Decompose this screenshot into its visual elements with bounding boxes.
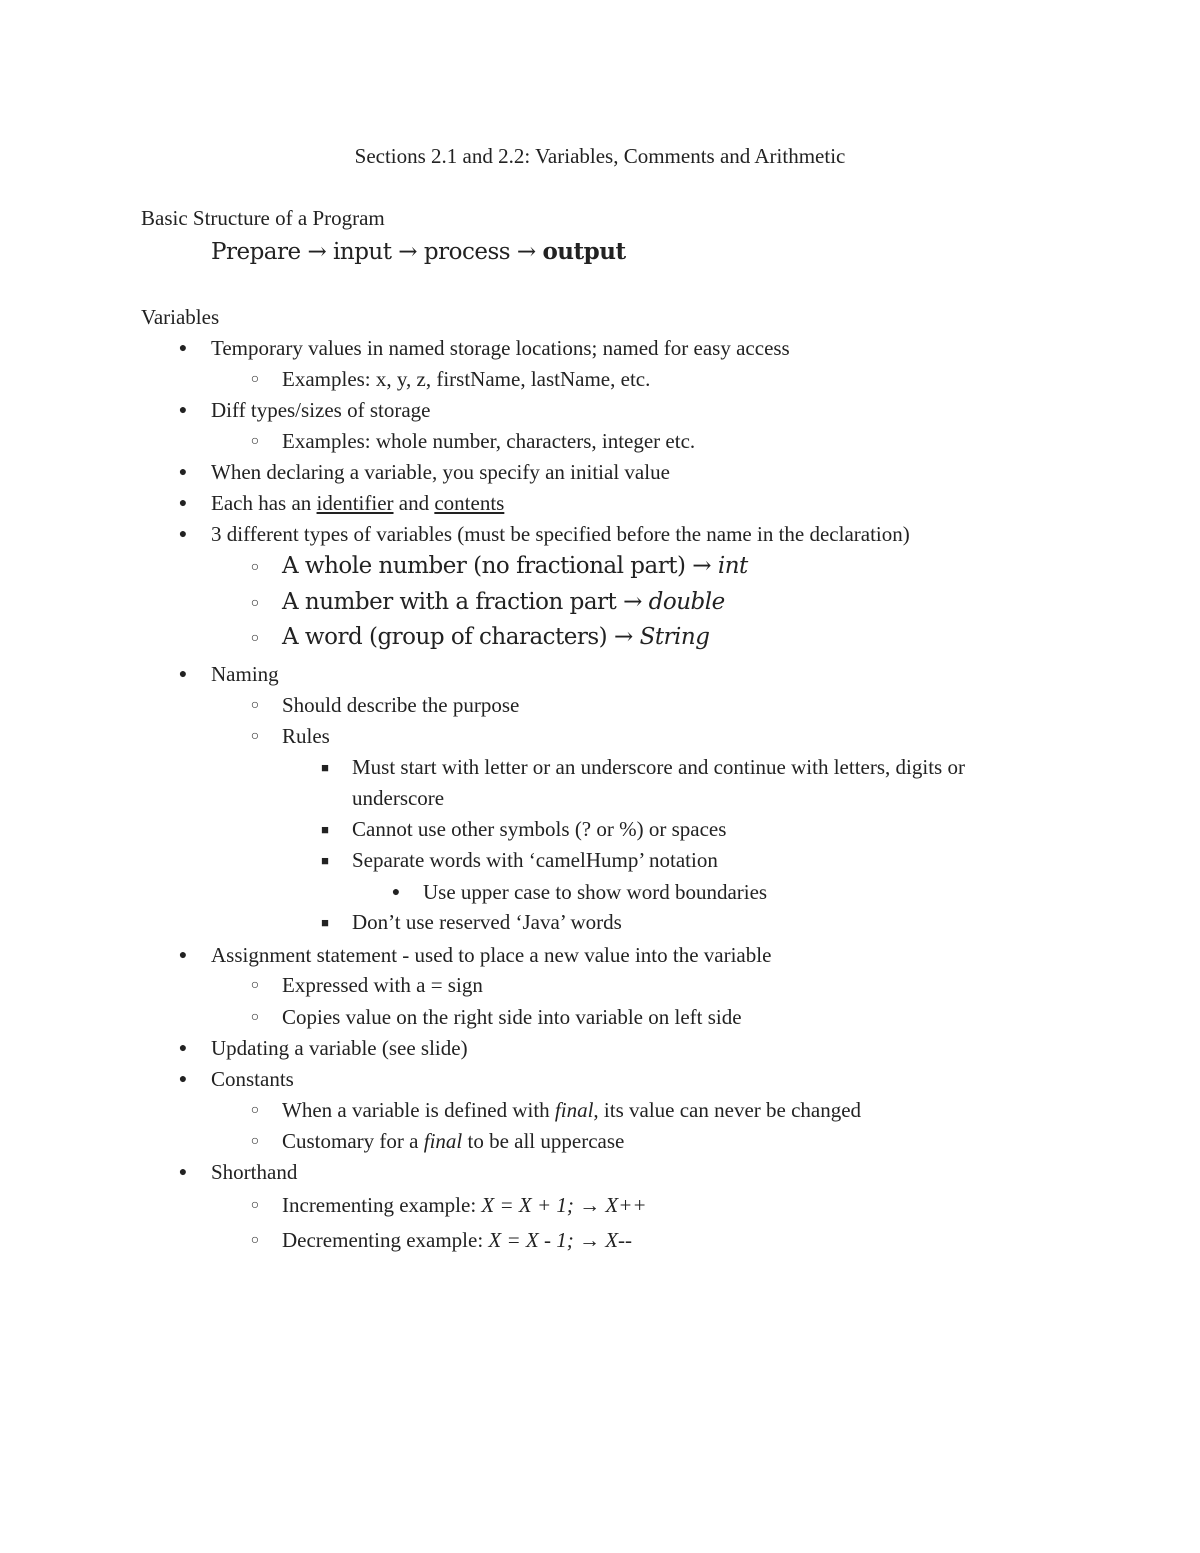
type-keyword: String: [639, 624, 710, 650]
list-item: Separate words with ‘camelHump’ notation: [352, 848, 718, 872]
flow-output: output: [542, 238, 626, 265]
list-item: Examples: whole number, characters, integer etc.: [282, 429, 696, 453]
flow-prepare: Prepare: [211, 239, 301, 265]
list-item: Must start with letter or an underscore and continue with letters, digits or: [352, 755, 965, 779]
type-keyword: int: [717, 553, 748, 579]
list-item: [211, 488, 504, 519]
text-fragment: A word (group of characters) →: [282, 624, 640, 650]
bullet-circle-icon: [248, 690, 262, 721]
list-item: [282, 1126, 624, 1157]
text-fragment: A whole number (no fractional part) →: [282, 553, 718, 579]
bullet-square-icon: [318, 814, 332, 846]
bullet-circle-icon: [248, 1225, 262, 1256]
variables-heading: Variables: [141, 305, 220, 329]
text-fragment: Customary for a: [282, 1129, 424, 1153]
bullet-disc-icon: [176, 940, 190, 971]
bullet-disc-icon: [176, 1033, 190, 1064]
text-fragment: to be all uppercase: [462, 1129, 625, 1153]
list-item: Use upper case to show word boundaries: [423, 880, 768, 904]
bullet-circle-icon: [248, 1095, 262, 1126]
bullet-square-icon: [318, 845, 332, 877]
arrow-icon: →: [307, 239, 327, 265]
list-item: Shorthand: [211, 1160, 298, 1184]
bullet-disc-icon: [176, 1064, 190, 1095]
bullet-circle-icon: [248, 1126, 262, 1157]
bullet-disc-icon: [389, 877, 403, 908]
code-example: X = X - 1; → X--: [488, 1228, 633, 1252]
flow-process: process: [423, 239, 511, 265]
bullet-disc-icon: [176, 519, 190, 550]
list-item: Should describe the purpose: [282, 693, 520, 717]
bullet-circle-icon: [248, 588, 262, 619]
code-example: X = X + 1; → X++: [481, 1193, 647, 1217]
type-keyword: double: [648, 589, 725, 615]
text-fragment: A number with a fraction part →: [282, 589, 649, 615]
list-item: When declaring a variable, you specify an initial value: [211, 460, 670, 484]
text-fragment: When a variable is defined with: [282, 1098, 555, 1122]
bullet-circle-icon: [248, 1190, 262, 1221]
program-flow: [211, 236, 626, 268]
bullet-square-icon: [318, 907, 332, 939]
list-item: [282, 1190, 647, 1221]
arrow-icon: →: [398, 239, 418, 265]
list-item-continuation: underscore: [352, 786, 445, 810]
bullet-circle-icon: [248, 721, 262, 752]
list-item: Updating a variable (see slide): [211, 1036, 468, 1060]
list-item: Naming: [211, 662, 279, 686]
list-item: Don’t use reserved ‘Java’ words: [352, 910, 622, 934]
bullet-disc-icon: [176, 659, 190, 690]
list-item: Expressed with a = sign: [282, 973, 483, 997]
identifier-term: identifier: [316, 491, 394, 515]
list-item: Temporary values in named storage locations; named for easy access: [211, 336, 790, 360]
contents-term: contents: [434, 491, 505, 515]
text-fragment: Each has an: [211, 491, 317, 515]
basic-structure-heading: Basic Structure of a Program: [141, 206, 385, 230]
list-item: Assignment statement - used to place a new value into the variable: [211, 943, 772, 967]
list-item: Cannot use other symbols (? or %) or spaces: [352, 817, 727, 841]
bullet-square-icon: [318, 752, 332, 784]
list-item: Constants: [211, 1067, 294, 1091]
bullet-disc-icon: [176, 457, 190, 488]
bullet-disc-icon: [176, 1157, 190, 1188]
list-item: [282, 1225, 632, 1256]
bullet-disc-icon: [176, 488, 190, 519]
list-item: [282, 622, 709, 653]
list-item: Examples: x, y, z, firstName, lastName, etc.: [282, 367, 651, 391]
bullet-circle-icon: [248, 1002, 262, 1033]
list-item: Copies value on the right side into variable on left side: [282, 1005, 742, 1029]
list-item: [282, 551, 748, 582]
bullet-circle-icon: [248, 552, 262, 583]
page-title: Sections 2.1 and 2.2: Variables, Comments and Arithmetic: [354, 144, 846, 168]
list-item: [282, 587, 725, 618]
bullet-circle-icon: [248, 970, 262, 1001]
bullet-disc-icon: [176, 333, 190, 364]
flow-input: input: [333, 239, 392, 265]
list-item: Diff types/sizes of storage: [211, 398, 431, 422]
final-keyword: final: [554, 1098, 594, 1122]
arrow-icon: →: [516, 239, 536, 265]
text-fragment: Incrementing example:: [282, 1193, 482, 1217]
text-fragment: , its value can never be changed: [593, 1098, 862, 1122]
bullet-circle-icon: [248, 623, 262, 654]
bullet-circle-icon: [248, 364, 262, 395]
bullet-disc-icon: [176, 395, 190, 426]
list-item: [282, 1095, 861, 1126]
list-item: Rules: [282, 724, 330, 748]
bullet-circle-icon: [248, 426, 262, 457]
final-keyword: final: [423, 1129, 463, 1153]
list-item: 3 different types of variables (must be specified before the name in the declaration): [211, 522, 910, 546]
text-fragment: Decrementing example:: [282, 1228, 489, 1252]
text-fragment: and: [393, 491, 435, 515]
